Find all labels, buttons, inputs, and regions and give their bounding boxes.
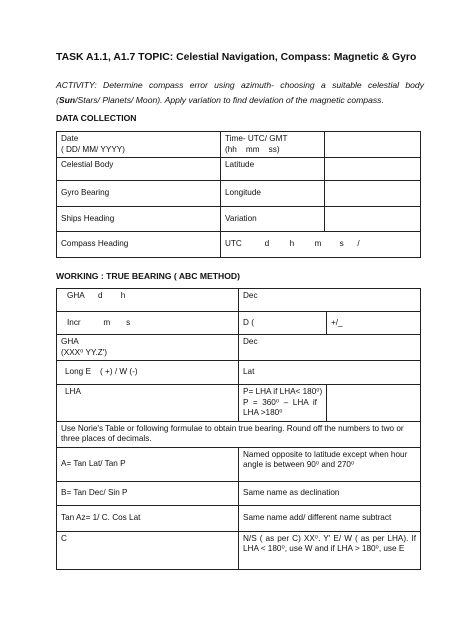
working-table bbox=[56, 288, 421, 570]
formula-c-rule: N/S ( as per C) XX⁰. Y' E/ W ( as per LHA). If LHA < 180⁰, use W and if LHA > 180⁰, use E bbox=[239, 531, 421, 569]
working-heading: WORKING : TRUE BEARING ( ABC METHOD) bbox=[56, 271, 240, 281]
page-title: TASK A1.1, A1.7 TOPIC: Celestial Navigation, Compass: Magnetic & Gyro bbox=[56, 52, 417, 63]
longitude-label: Longitude bbox=[221, 181, 325, 207]
time-label: Time- UTC/ GMT (hh mm ss) bbox=[221, 132, 325, 158]
utc-label: UTC d h m s / bbox=[221, 232, 421, 258]
latitude-label: Latitude bbox=[221, 158, 325, 181]
table-row bbox=[57, 312, 421, 335]
time-value-cell[interactable] bbox=[325, 132, 421, 158]
table-row bbox=[57, 481, 421, 505]
table-row bbox=[57, 421, 421, 447]
table-row bbox=[57, 505, 421, 531]
table-row bbox=[57, 289, 421, 312]
plus-minus-label: +/_ bbox=[327, 312, 421, 335]
gha-label: GHA d h bbox=[57, 289, 239, 312]
formula-a-rule: Named opposite to latitude except when hour angle is between 90⁰ and 270⁰ bbox=[239, 447, 421, 481]
table-row bbox=[57, 232, 421, 258]
formula-b: B= Tan Dec/ Sin P bbox=[57, 481, 239, 505]
table-row bbox=[57, 207, 421, 232]
gyro-bearing-label: Gyro Bearing bbox=[57, 181, 221, 207]
dec-label: Dec bbox=[239, 289, 421, 312]
longitude-value-cell[interactable] bbox=[325, 181, 421, 207]
lha-label: LHA bbox=[57, 385, 239, 422]
table-row bbox=[57, 335, 421, 361]
ships-heading-label: Ships Heading bbox=[57, 207, 221, 232]
latitude-value-cell[interactable] bbox=[325, 158, 421, 181]
activity-part1: ACTIVITY: Determine compass error using azimuth- choosing a suitable celestial body ( bbox=[56, 80, 424, 105]
formula-tan-az: Tan Az= 1/ C. Cos Lat bbox=[57, 505, 239, 531]
celestial-body-label: Celestial Body bbox=[57, 158, 221, 181]
data-collection-heading: DATA COLLECTION bbox=[56, 113, 137, 123]
activity-sun: Sun bbox=[58, 94, 76, 105]
formula-c: C bbox=[57, 531, 239, 569]
formula-tan-az-rule: Same name add/ different name subtract bbox=[239, 505, 421, 531]
table-row bbox=[57, 181, 421, 207]
longitude-sign-label: Long E ( +) / W (-) bbox=[57, 361, 239, 385]
incr-label: Incr m s bbox=[57, 312, 239, 335]
table-row bbox=[57, 385, 421, 422]
table-row bbox=[57, 132, 421, 158]
formula-a: A= Tan Lat/ Tan P bbox=[57, 447, 239, 481]
dec-total-label: Dec bbox=[239, 335, 421, 361]
lat-label: Lat bbox=[239, 361, 421, 385]
variation-label: Variation bbox=[221, 207, 325, 232]
formula-b-rule: Same name as declination bbox=[239, 481, 421, 505]
variation-value-cell[interactable] bbox=[325, 207, 421, 232]
d-label: D ( bbox=[239, 312, 327, 335]
date-label: Date ( DD/ MM/ YYYY) bbox=[57, 132, 221, 158]
p-value-cell[interactable] bbox=[327, 385, 421, 422]
table-row bbox=[57, 361, 421, 385]
compass-heading-label: Compass Heading bbox=[57, 232, 221, 258]
table-row bbox=[57, 158, 421, 181]
gha-total-label: GHA (XXX⁰ YY.Z') bbox=[57, 335, 239, 361]
p-formula: P= LHA if LHA< 180⁰) P = 360⁰ – LHA if LHA >180⁰ bbox=[239, 385, 327, 422]
norie-note: Use Norie's Table or following formulae to obtain true bearing. Round off the numbers to two or three places of decimals. bbox=[57, 421, 421, 447]
table-row bbox=[57, 531, 421, 569]
activity-part2: /Stars/ Planets/ Moon). Apply variation to find deviation of the magnetic compass. bbox=[75, 94, 384, 105]
data-collection-table bbox=[56, 131, 421, 258]
activity-text bbox=[56, 78, 424, 107]
table-row bbox=[57, 447, 421, 481]
